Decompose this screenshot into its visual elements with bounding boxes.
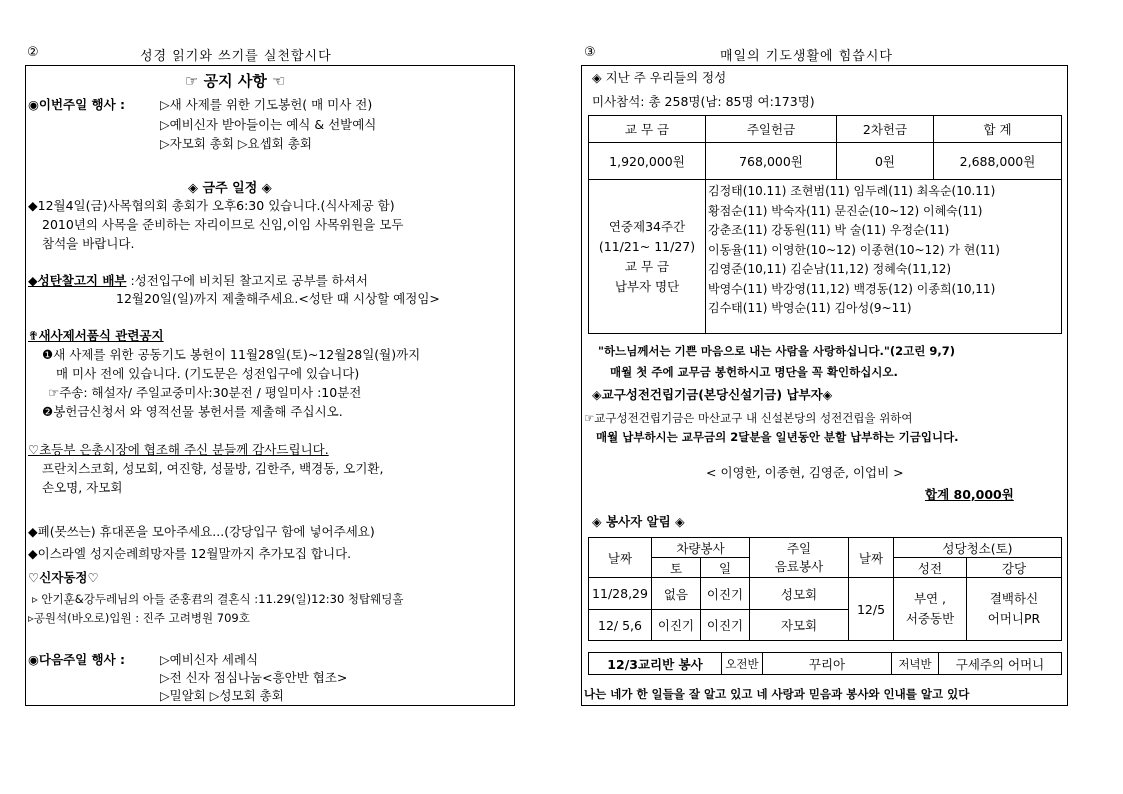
svc-clean-hall — [967, 578, 1062, 641]
offering-table — [588, 115, 1062, 334]
schedule-line: 2010년의 사목을 준비하는 자리이므로 신임,이임 사목위원을 모두 — [42, 217, 404, 232]
svc-clean-date: 12/5 — [849, 578, 894, 641]
left-header: 성경 읽기와 쓰기를 실천합시다 — [140, 49, 332, 64]
svc-head-clean: 성당청소(토) — [894, 538, 1062, 558]
xmas-text2: 12월20일(일)까지 제출해주세요.<성탄 때 시상할 예정임> — [116, 291, 440, 306]
this-week-label: ◉이번주일 행사 : — [28, 97, 126, 112]
thanks-title: ♡초등부 은총시장에 협조해 주신 분들께 감사드립니다. — [28, 442, 329, 457]
svc-sun: 이진기 — [701, 610, 750, 641]
kitchen-pm-name: 구세주의 어머니 — [939, 653, 1062, 675]
svc-clean-sanctuary — [894, 578, 967, 641]
priest-line: ☞주송: 해설자/ 주일교중미사:30분전 / 평일미사 :10분전 — [48, 385, 362, 400]
kitchen-pm: 저녁반 — [892, 653, 939, 675]
fund-total: 합계 80,000원 — [925, 487, 1014, 502]
phone-notice: ◆폐(못쓰는) 휴대폰을 모아주세요...(강당입구 함에 넣어주세요) — [28, 524, 375, 539]
schedule-line: 참석을 바랍니다. — [42, 236, 135, 251]
svc-head-sat: 토 — [652, 558, 701, 578]
quote-note: 매월 첫 주에 교무금 봉헌하시고 명단을 꼭 확인하십시오. — [610, 365, 898, 379]
xmas-notice — [28, 273, 368, 289]
right-page-number: ③ — [584, 45, 596, 60]
service-title: ◈ 봉사자 알림 ◈ — [592, 514, 685, 529]
donor-label-line: 교 무 금 — [624, 258, 670, 274]
bible-quote: "하느님께서는 기쁜 마음으로 내는 사람을 사랑하십니다."(2고린 9,7) — [598, 344, 955, 358]
donor-label-line: 연중제34주간 — [608, 218, 686, 234]
next-week-item: ▷예비신자 세례식 — [160, 652, 259, 667]
svc-clean-sanctuary-line: 부연 , — [913, 591, 947, 606]
offering-title: ◈ 지난 주 우리들의 정성 — [592, 70, 727, 85]
donor-list — [706, 180, 1062, 334]
svc-date: 11/28,29 — [589, 578, 652, 610]
thanks-line: 프란치스코회, 성모회, 여진향, 성물방, 김한주, 백경동, 오기환, — [42, 461, 384, 476]
schedule-title: ◈ 금주 일정 ◈ — [188, 181, 272, 196]
offering-value: 2,688,000원 — [934, 143, 1062, 180]
svc-drink: 자모회 — [750, 610, 849, 641]
kitchen-label: 12/3교리반 봉사 — [589, 653, 722, 675]
news-line: ▹공원석(바오로)입원 : 진주 고려병원 709호 — [28, 611, 250, 625]
donor-line: 이동율(11) 이영한(10~12) 이종현(10~12) 가 현(11) — [708, 242, 1000, 257]
donor-line: 박영수(11) 박강영(11,12) 백경동(12) 이종희(10,11) — [708, 281, 996, 296]
donor-label — [589, 180, 706, 334]
svc-clean-hall-line: 어머니PR — [987, 611, 1041, 626]
svc-clean-hall-line: 결백하신 — [989, 591, 1039, 606]
donor-line: 김정태(10.11) 조현범(11) 임두례(11) 최옥순(10.11) — [708, 184, 996, 198]
offering-header: 주일헌금 — [706, 116, 837, 143]
svc-sat: 이진기 — [652, 610, 701, 641]
footer-verse: 나는 네가 한 일들을 잘 알고 있고 네 사랑과 믿음과 봉사와 인내를 알고 있다 — [584, 687, 970, 701]
priest-title: ✟새사제서품식 관련공지 — [28, 328, 164, 343]
offering-value: 0원 — [837, 143, 934, 180]
priest-line: 매 미사 전에 있습니다. (기도문은 성전입구에 있습니다) — [56, 366, 360, 381]
xmas-text: :성전입구에 비치된 찰고지로 공부를 하셔서 — [126, 273, 368, 288]
svc-head-sanctuary: 성전 — [894, 558, 967, 578]
kitchen-am: 오전반 — [722, 653, 763, 675]
xmas-label: ◆성탄찰고지 배부 — [28, 273, 127, 288]
priest-line: ❷봉헌금신청서 와 영적선물 봉헌서를 제출해 주십시오. — [42, 404, 343, 419]
notice-title: ☞ 공지 사항 ☜ — [185, 72, 286, 90]
svc-sat: 없음 — [652, 578, 701, 610]
svc-head-drink-line: 주일 — [786, 540, 812, 556]
svc-head-drink-line: 음료봉사 — [774, 558, 824, 574]
priest-line: ❶새 사제를 위한 공동기도 봉헌이 11월28일(토)~12월28일(월)까지 — [42, 347, 421, 362]
offering-value: 768,000원 — [706, 143, 837, 180]
donor-line: 강춘조(11) 강동원(11) 박 술(11) 우정순(11) — [708, 223, 950, 237]
news-title: ♡신자동정♡ — [28, 570, 99, 585]
next-week-label: ◉다음주일 행사 : — [28, 652, 126, 667]
fund-line: ☞교구성전건립기금은 마산교구 내 신설본당의 성전건립을 위하여 — [584, 411, 913, 425]
offering-value: 1,920,000원 — [589, 143, 706, 180]
left-page-number: ② — [27, 45, 39, 60]
thanks-line: 손오명, 자모회 — [42, 480, 123, 495]
donor-line: 김수태(11) 박영순(11) 김아성(9~11) — [708, 301, 912, 315]
attendance: 미사참석: 총 258명(남: 85명 여:173명) — [592, 94, 815, 109]
donor-line: 김영준(10,11) 김순남(11,12) 정혜숙(11,12) — [708, 262, 952, 276]
offering-header: 합 계 — [934, 116, 1062, 143]
right-header: 매일의 기도생활에 힘씁시다 — [720, 49, 893, 64]
kitchen-table — [588, 652, 1062, 675]
svc-head-hall: 강당 — [967, 558, 1062, 578]
donor-label-line: (11/21~ 11/27) — [598, 238, 696, 254]
offering-header: 교 무 금 — [589, 116, 706, 143]
news-line: ▹ 안기훈&강두레님의 아들 준홍君의 결혼식 :11.29(일)12:30 청탑웨딩홀 — [32, 592, 404, 606]
svc-head-drink — [750, 538, 849, 578]
fund-title: ◈교구성전건립기금(본당신설기금) 납부자◈ — [592, 387, 833, 402]
fund-line: 매월 납부하시는 교무금의 2달분을 일년동안 분할 납부하는 기금입니다. — [596, 430, 959, 444]
next-week-item: ▷전 신자 점심나눔<흥안반 협조> — [160, 670, 348, 685]
svc-clean-sanctuary-line: 서중동반 — [905, 611, 955, 626]
service-table — [588, 537, 1062, 641]
fund-names: < 이영한, 이종현, 김영준, 이업비 > — [706, 465, 904, 480]
this-week-item: ▷예비신자 받아들이는 예식 & 선발예식 — [160, 117, 377, 132]
svc-head-date2: 날짜 — [849, 538, 894, 578]
offering-header: 2차헌금 — [837, 116, 934, 143]
svc-drink: 성모회 — [750, 578, 849, 610]
israel-notice: ◆이스라엘 성지순례희망자를 12월말까지 추가모집 합니다. — [28, 546, 352, 561]
svc-head-vehicle: 차량봉사 — [652, 538, 750, 558]
schedule-line: ◆12월4일(금)사목협의회 총회가 오후6:30 있습니다.(식사제공 함) — [28, 198, 395, 213]
this-week-item: ▷새 사제를 위한 기도봉헌( 매 미사 전) — [160, 97, 373, 112]
donor-line: 황점순(11) 박숙자(11) 문진순(10~12) 이혜숙(11) — [708, 203, 983, 218]
svc-sun: 이진기 — [701, 578, 750, 610]
svc-head-sun: 일 — [701, 558, 750, 578]
donor-label-line: 납부자 명단 — [614, 278, 680, 294]
svc-date: 12/ 5,6 — [589, 610, 652, 641]
svc-head-date: 날짜 — [589, 538, 652, 578]
next-week-item: ▷밀알회 ▷성모회 총회 — [160, 688, 284, 703]
this-week-item: ▷자모회 총회 ▷요셉회 총회 — [160, 136, 312, 151]
kitchen-am-name: 꾸리아 — [763, 653, 892, 675]
